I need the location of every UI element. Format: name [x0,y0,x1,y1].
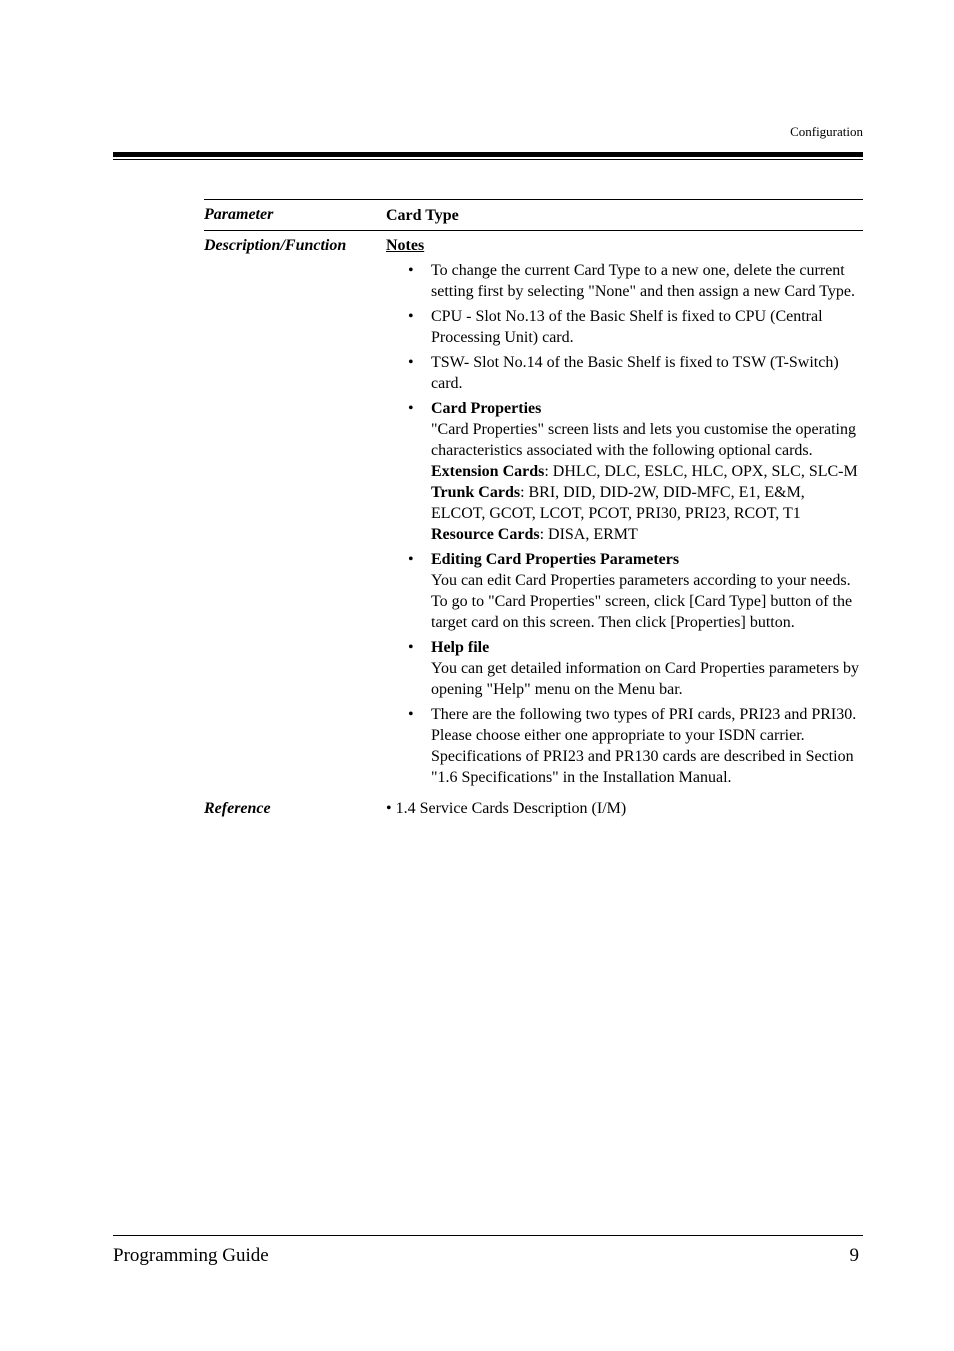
list-item: • There are the following two types of PRI cards, PRI23 and PRI30. Please choose either one appropriate to your ISDN carrier. Specifications of PRI23 and PR130 cards are described in Section "1.6 Specifications" in the Installation Manual. [408,706,857,786]
resource-cards-line [431,524,863,545]
footer-title: Programming Guide [113,1245,269,1266]
note-title: Card Properties [431,400,542,417]
note-title: Help file [431,639,490,656]
trunk-cards-line [431,482,863,524]
list-item: • To change the current Card Type to a new one, delete the current setting first by selecting "None" and then assign a new Card Type. [408,262,855,300]
reference-value: • 1.4 Service Cards Description (I/M) [386,800,627,817]
reference-row [204,798,863,819]
footer-rule [113,1235,863,1236]
note-title: Editing Card Properties Parameters [431,551,680,568]
description-label: Description/Function [204,237,347,254]
parameter-value: Card Type [386,206,459,224]
list-item: • CPU - Slot No.13 of the Basic Shelf is fixed to CPU (Central Processing Unit) card. [408,308,823,346]
resource-cards-label: Resource Cards [431,526,540,543]
note-text: You can edit Card Properties parameters according to your needs. To go to "Card Properties" screen, click [Card Type] button of the target card on this screen. Then click [Properties] button. [431,572,853,631]
list-item: • Help file You can get detailed information on Card Properties parameters by opening "Help" menu on the Menu bar. [386,637,863,700]
trunk-cards-label: Trunk Cards [431,484,521,501]
header-rule-thick [113,152,863,157]
list-item: • Card Properties "Card Properties" screen lists and lets you customise the operating characteristics associated with the following optional cards. Extension Cards: DHLC, DLC, ESLC, HLC, OPX, SLC, SLC-M Trunk Cards: BRI, DID, DID-2W, DID-MFC, E1, E&M, ELCOT, GCOT, LCOT, PCOT, PRI30, PRI23, RCOT, T1 Resource Cards: DISA, ERMT [386,398,863,545]
note-text: "Card Properties" screen lists and lets you customise the operating characteristics associated with the following optional cards. [431,421,856,459]
page-number: 9 [849,1245,859,1266]
running-header: Configuration [790,124,863,139]
notes-list [386,260,863,788]
trunk-cards-value: : BRI, DID, DID-2W, DID-MFC, E1, E&M, ELCOT, GCOT, LCOT, PCOT, PRI30, PRI23, RCOT, T1 [431,484,805,522]
parameter-table [204,199,863,819]
header-rule-thin [113,159,863,160]
parameter-label: Parameter [204,206,274,223]
resource-cards-value: : DISA, ERMT [539,526,638,543]
parameter-row [204,200,863,231]
list-item: • TSW- Slot No.14 of the Basic Shelf is fixed to TSW (T-Switch) card. [408,354,839,392]
description-content [386,235,863,792]
notes-title: Notes [386,237,425,254]
note-text: There are the following two types of PRI cards, PRI23 and PRI30. Please choose either one appropriate to your ISDN carrier. Specifications of PRI23 and PR130 cards are described in Section "1.6 Specifications" in the Installation Manual. [431,706,857,786]
note-text: To change the current Card Type to a new one, delete the current setting first by selecting "None" and then assign a new Card Type. [431,262,855,300]
reference-label: Reference [204,800,271,817]
extension-cards-line [431,461,863,482]
note-text: CPU - Slot No.13 of the Basic Shelf is fixed to CPU (Central Processing Unit) card. [431,308,823,346]
description-row [204,235,863,792]
extension-cards-label: Extension Cards [431,463,545,480]
note-text: TSW- Slot No.14 of the Basic Shelf is fixed to TSW (T-Switch) card. [431,354,839,392]
list-item: • Editing Card Properties Parameters You can edit Card Properties parameters according to your needs. To go to "Card Properties" screen, click [Card Type] button of the target card on this screen. Then click [Properties] button. [386,549,863,633]
extension-cards-value: : DHLC, DLC, ESLC, HLC, OPX, SLC, SLC-M [544,463,858,480]
note-text: You can get detailed information on Card Properties parameters by opening "Help" menu on the Menu bar. [431,660,860,698]
